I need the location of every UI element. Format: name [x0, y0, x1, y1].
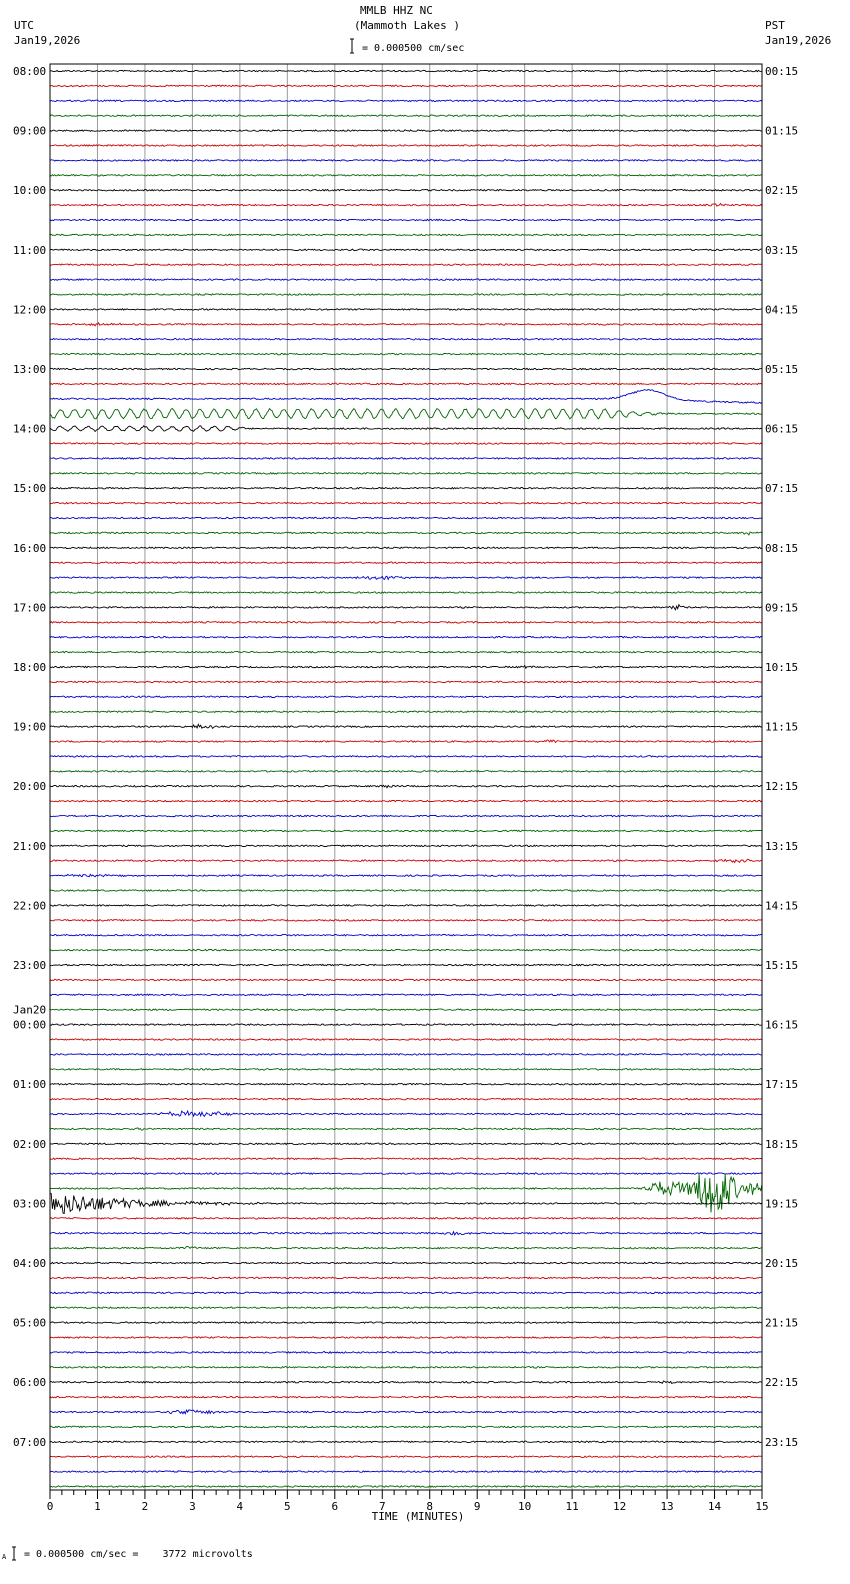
- plot-frame: [50, 64, 762, 1490]
- trace-87: [50, 1367, 762, 1368]
- right-hour-label: 16:15: [765, 1018, 799, 1032]
- trace-75: [50, 1174, 762, 1213]
- right-hour-label: 12:15: [765, 780, 799, 794]
- trace-49: [50, 800, 762, 801]
- trace-16: [50, 309, 762, 310]
- right-hour-label: 00:15: [765, 65, 799, 78]
- x-tick-label: 7: [378, 1500, 386, 1513]
- trace-25: [50, 443, 762, 444]
- trace-28: [50, 488, 762, 489]
- left-hour-label: 11:00: [13, 243, 47, 257]
- trace-76: [50, 1193, 762, 1214]
- trace-63: [50, 1009, 762, 1010]
- trace-73: [50, 1158, 762, 1159]
- trace-40: [50, 666, 762, 669]
- trace-41: [50, 681, 762, 682]
- trace-15: [50, 294, 762, 295]
- right-hour-label: 11:15: [765, 720, 799, 734]
- x-tick-label: 0: [46, 1500, 54, 1513]
- left-hour-label: 07:00: [13, 1435, 47, 1449]
- trace-group: [50, 70, 762, 1487]
- trace-60: [50, 964, 762, 965]
- left-hour-label: 09:00: [13, 124, 47, 138]
- trace-37: [50, 622, 762, 623]
- trace-36: [50, 605, 762, 610]
- trace-94: [50, 1471, 762, 1472]
- left-hour-label: 06:00: [13, 1376, 47, 1390]
- right-hour-label: 10:15: [765, 661, 799, 674]
- trace-13: [50, 264, 762, 265]
- left-hour-label: 18:00: [13, 661, 47, 674]
- trace-44: [50, 724, 762, 728]
- trace-46: [50, 756, 762, 757]
- x-tick-label: 10: [518, 1500, 532, 1513]
- trace-70: [50, 1111, 762, 1116]
- trace-48: [50, 785, 762, 788]
- trace-9: [50, 204, 762, 207]
- trace-39: [50, 651, 762, 652]
- left-hour-label: 20:00: [13, 780, 47, 794]
- right-hour-label: 22:15: [765, 1376, 799, 1390]
- trace-4: [50, 130, 762, 131]
- trace-80: [50, 1262, 762, 1263]
- trace-31: [50, 532, 762, 535]
- right-hour-label: 15:15: [765, 959, 799, 972]
- left-hour-label: 15:00: [13, 482, 47, 496]
- right-hour-label: 13:15: [765, 839, 799, 853]
- x-axis: [47, 1490, 769, 1523]
- trace-71: [50, 1128, 762, 1130]
- trace-27: [50, 473, 762, 474]
- trace-58: [50, 935, 762, 936]
- left-hour-label: 05:00: [13, 1316, 47, 1330]
- trace-88: [50, 1381, 762, 1384]
- x-tick-label: 9: [473, 1500, 481, 1513]
- trace-91: [50, 1426, 762, 1427]
- left-hour-label: 14:00: [13, 422, 47, 436]
- right-hour-label: 20:15: [765, 1257, 799, 1270]
- left-hour-label: 16:00: [13, 541, 47, 555]
- left-hour-label: 19:00: [13, 720, 47, 734]
- x-tick-label: 1: [94, 1500, 101, 1513]
- right-hour-label: 06:15: [765, 422, 799, 436]
- footer-scale-note: = 0.000500 cm/sec = 3772 microvolts: [24, 1549, 253, 1560]
- right-hour-label: 07:15: [765, 482, 799, 496]
- right-hour-label: 01:15: [765, 124, 799, 138]
- x-tick-label: 5: [284, 1500, 291, 1513]
- trace-68: [50, 1084, 762, 1085]
- right-hour-label: 14:15: [765, 899, 799, 913]
- trace-20: [50, 368, 762, 369]
- trace-6: [50, 160, 762, 161]
- trace-18: [50, 339, 762, 340]
- trace-64: [50, 1024, 762, 1025]
- trace-92: [50, 1441, 762, 1442]
- left-hour-label: 22:00: [13, 899, 47, 913]
- right-hour-label: 23:15: [765, 1435, 799, 1449]
- x-tick-label: 4: [236, 1500, 244, 1513]
- trace-82: [50, 1292, 762, 1293]
- right-hour-label: 04:15: [765, 303, 799, 317]
- trace-86: [50, 1351, 762, 1353]
- footer-corner-mark: A: [2, 1553, 7, 1561]
- trace-5: [50, 145, 762, 146]
- trace-95: [50, 1486, 762, 1487]
- right-hour-label: 08:15: [765, 541, 799, 555]
- left-hour-label: 04:00: [13, 1257, 47, 1270]
- left-hour-label: 10:00: [13, 184, 47, 198]
- trace-83: [50, 1307, 762, 1308]
- grid-lines: [97, 64, 714, 1490]
- right-hour-label: 05:15: [765, 363, 799, 376]
- trace-38: [50, 637, 762, 638]
- x-tick-label: 14: [707, 1500, 722, 1513]
- trace-54: [50, 874, 762, 877]
- trace-14: [50, 279, 762, 280]
- trace-11: [50, 234, 762, 235]
- trace-89: [50, 1396, 762, 1397]
- trace-35: [50, 592, 762, 593]
- trace-52: [50, 845, 762, 846]
- trace-21: [50, 383, 762, 384]
- trace-72: [50, 1143, 762, 1144]
- trace-17: [50, 323, 762, 326]
- location-title: (Mammoth Lakes ): [354, 19, 460, 32]
- trace-74: [50, 1173, 762, 1174]
- station-title: MMLB HHZ NC: [360, 4, 433, 17]
- trace-19: [50, 353, 762, 354]
- trace-45: [50, 740, 762, 743]
- x-tick-label: 2: [141, 1500, 149, 1513]
- trace-53: [50, 859, 762, 862]
- trace-56: [50, 905, 762, 906]
- trace-29: [50, 502, 762, 503]
- left-date: Jan19,2026: [14, 34, 81, 47]
- right-hour-label: 21:15: [765, 1316, 799, 1330]
- date-change-label: Jan20: [13, 1003, 47, 1017]
- right-hour-label: 03:15: [765, 243, 799, 257]
- trace-69: [50, 1098, 762, 1099]
- trace-12: [50, 249, 762, 250]
- trace-0: [50, 70, 762, 71]
- left-hour-label: 02:00: [13, 1137, 47, 1151]
- x-axis-label: TIME (MINUTES): [371, 1510, 465, 1523]
- trace-43: [50, 711, 762, 712]
- trace-85: [50, 1337, 762, 1338]
- left-hour-label: 00:00: [13, 1018, 47, 1032]
- left-hour-label: 21:00: [13, 839, 47, 853]
- trace-65: [50, 1039, 762, 1040]
- trace-32: [50, 547, 762, 548]
- trace-62: [50, 994, 762, 995]
- right-date: Jan19,2026: [765, 34, 832, 47]
- x-tick-label: 8: [426, 1500, 434, 1513]
- right-hour-label: 19:15: [765, 1197, 799, 1211]
- trace-30: [50, 517, 762, 518]
- right-hour-label: 18:15: [765, 1137, 799, 1151]
- trace-51: [50, 830, 762, 831]
- left-hour-label: 12:00: [13, 303, 47, 317]
- trace-7: [50, 175, 762, 176]
- trace-26: [50, 458, 762, 459]
- trace-84: [50, 1322, 762, 1323]
- plot-border: [50, 64, 762, 1490]
- trace-47: [50, 771, 762, 772]
- trace-42: [50, 696, 762, 697]
- left-hour-label: 03:00: [13, 1197, 47, 1211]
- x-tick-label: 13: [660, 1500, 674, 1513]
- trace-93: [50, 1456, 762, 1457]
- trace-66: [50, 1054, 762, 1055]
- left-hour-label: 13:00: [13, 363, 47, 376]
- trace-79: [50, 1246, 762, 1248]
- trace-55: [50, 890, 762, 891]
- trace-2: [50, 100, 762, 101]
- trace-78: [50, 1232, 762, 1235]
- trace-8: [50, 190, 762, 191]
- right-hour-label: 09:15: [765, 601, 799, 615]
- x-tick-label: 11: [565, 1500, 579, 1513]
- trace-50: [50, 815, 762, 816]
- trace-67: [50, 1069, 762, 1070]
- trace-57: [50, 920, 762, 921]
- x-tick-label: 3: [189, 1500, 196, 1513]
- trace-59: [50, 949, 762, 950]
- trace-81: [50, 1277, 762, 1278]
- right-hour-label: 17:15: [765, 1078, 799, 1092]
- x-tick-label: 12: [612, 1500, 627, 1513]
- x-tick-label: 15: [755, 1500, 769, 1513]
- trace-90: [50, 1410, 762, 1414]
- left-hour-label: 23:00: [13, 959, 47, 972]
- scale-label: = 0.000500 cm/sec: [362, 43, 465, 54]
- scale-bars: [12, 39, 354, 1560]
- trace-33: [50, 562, 762, 563]
- trace-24: [50, 426, 762, 432]
- trace-10: [50, 219, 762, 220]
- trace-34: [50, 576, 762, 579]
- trace-77: [50, 1218, 762, 1219]
- left-hour-label: 08:00: [13, 65, 47, 78]
- trace-23: [50, 409, 762, 419]
- right-hour-label: 02:15: [765, 184, 799, 198]
- trace-3: [50, 115, 762, 116]
- trace-61: [50, 979, 762, 980]
- x-tick-label: 6: [331, 1500, 339, 1513]
- trace-1: [50, 85, 762, 86]
- left-timezone: UTC: [14, 19, 34, 32]
- left-hour-label: 17:00: [13, 601, 47, 615]
- right-timezone: PST: [765, 19, 785, 32]
- left-hour-label: 01:00: [13, 1078, 47, 1092]
- trace-22: [50, 390, 762, 404]
